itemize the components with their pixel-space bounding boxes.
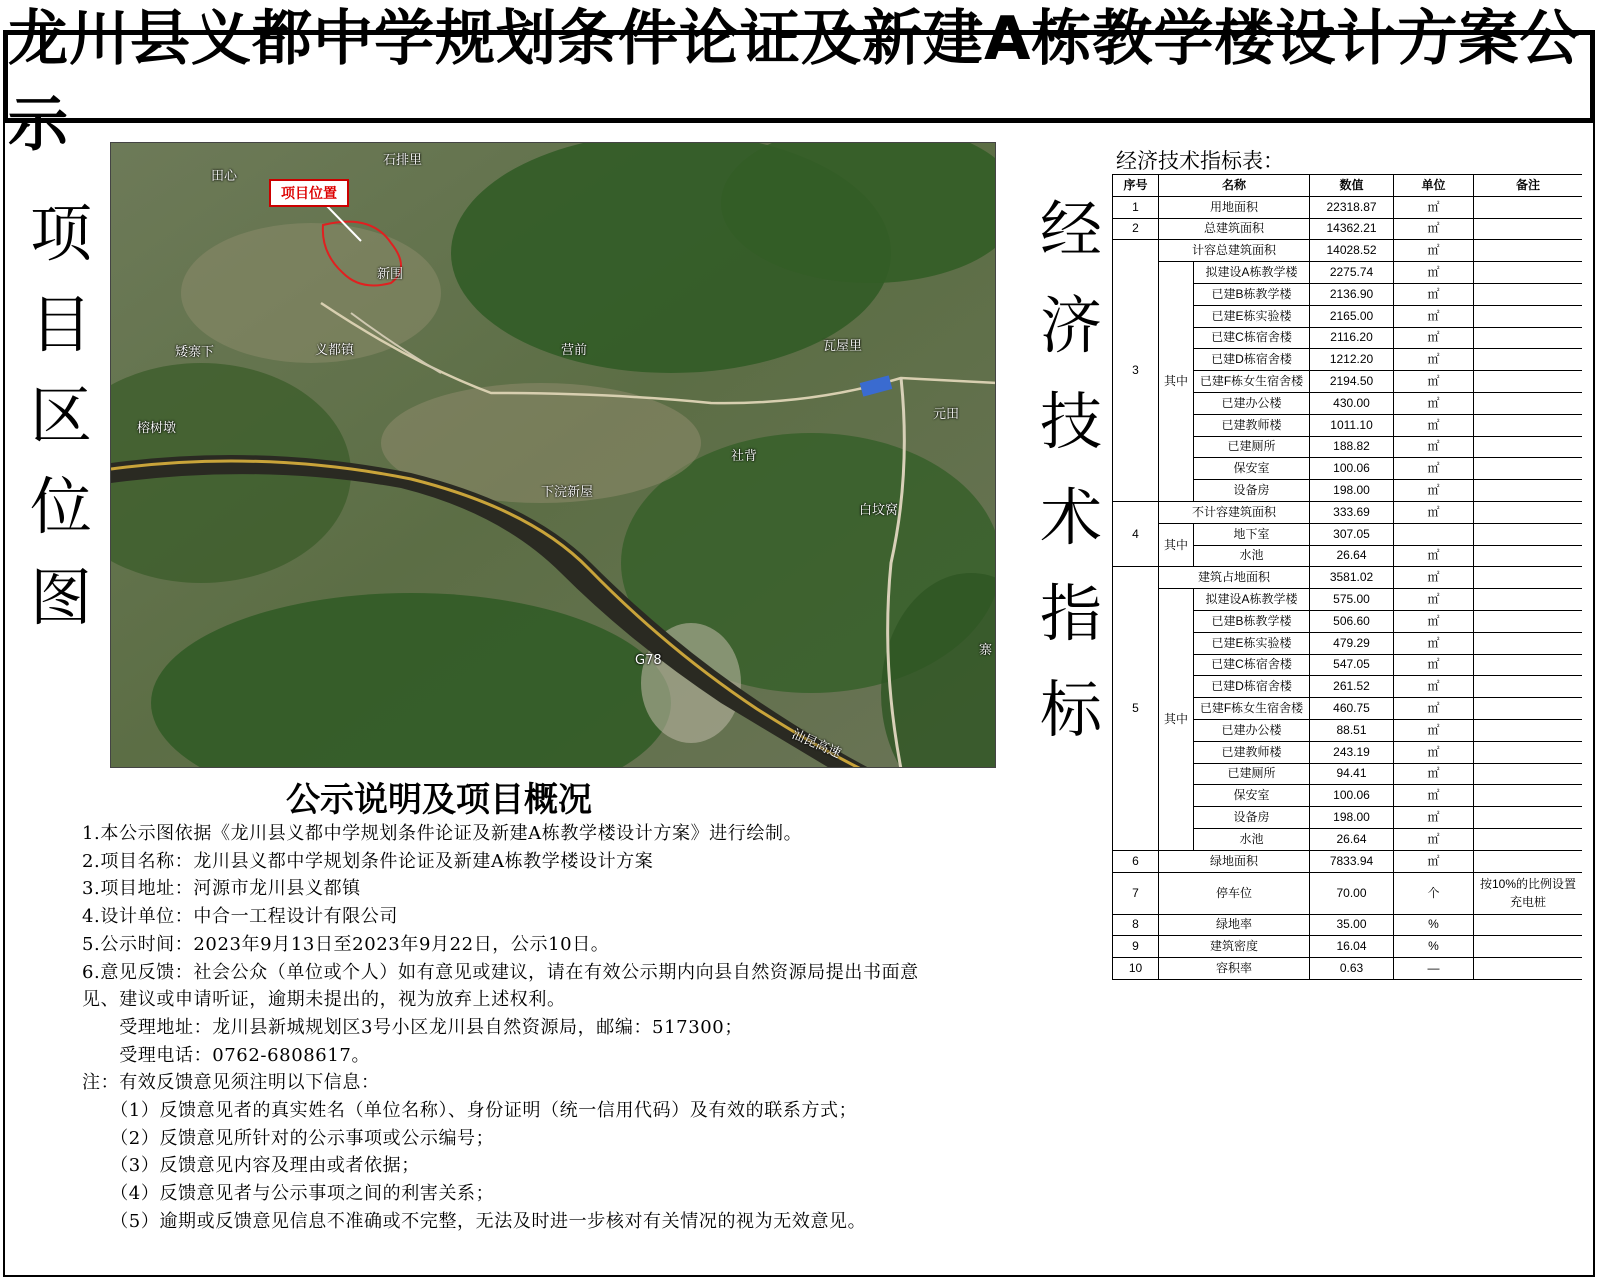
cell-note: [1474, 763, 1582, 785]
cell-unit: ㎡: [1394, 807, 1474, 829]
cell-note: [1474, 545, 1582, 567]
cell-unit: ㎡: [1394, 828, 1474, 850]
cell-sub-label: 其中: [1159, 589, 1194, 851]
cell-unit: ㎡: [1394, 719, 1474, 741]
cell-value: 0.63: [1310, 958, 1394, 980]
cell-value: 460.75: [1310, 698, 1394, 720]
cell-value: 26.64: [1310, 545, 1394, 567]
cell-note: [1474, 719, 1582, 741]
summary-notes: [82, 820, 1082, 1236]
cell-unit: ㎡: [1394, 392, 1474, 414]
cell-no: 7: [1113, 872, 1159, 914]
cell-note: [1474, 240, 1582, 262]
cell-unit: ㎡: [1394, 371, 1474, 393]
cell-unit: ㎡: [1394, 567, 1474, 589]
table-row: [1113, 240, 1583, 262]
cell-value: 3581.02: [1310, 567, 1394, 589]
cell-name: 保安室: [1194, 458, 1310, 480]
cell-name: 已建F栋女生宿舍楼: [1194, 371, 1310, 393]
cell-name: 已建办公楼: [1194, 719, 1310, 741]
note-line: （1）反馈意见者的真实姓名（单位名称）、身份证明（统一信用代码）及有效的联系方式；: [82, 1100, 858, 1122]
cell-note: [1474, 676, 1582, 698]
cell-name: 绿地面积: [1159, 850, 1310, 872]
cell-note: [1474, 958, 1582, 980]
cell-value: 198.00: [1310, 807, 1394, 829]
cell-value: 1212.20: [1310, 349, 1394, 371]
cell-note: [1474, 196, 1582, 218]
page-title: 龙川县义都中学规划条件论证及新建A栋教学楼设计方案公示: [8, 3, 1581, 160]
cell-name: 已建C栋宿舍楼: [1194, 654, 1310, 676]
cell-name: 停车位: [1159, 872, 1310, 914]
cell-value: 2275.74: [1310, 262, 1394, 284]
map-place: 白坟窝: [859, 503, 899, 518]
cell-name: 绿地率: [1159, 914, 1310, 936]
cell-note: [1474, 610, 1582, 632]
cell-unit: ㎡: [1394, 610, 1474, 632]
table-title: 经济技术指标表：: [1116, 149, 1284, 173]
cell-name: 已建E栋实验楼: [1194, 632, 1310, 654]
cell-note: [1474, 567, 1582, 589]
cell-name: 拟建设A栋教学楼: [1194, 262, 1310, 284]
cell-unit: ㎡: [1394, 501, 1474, 523]
map-place: 瓦屋里: [823, 339, 863, 354]
cell-unit: ㎡: [1394, 436, 1474, 458]
cell-value: 243.19: [1310, 741, 1394, 763]
cell-value: 261.52: [1310, 676, 1394, 698]
cell-name: 已建厕所: [1194, 763, 1310, 785]
header-cell: 单位: [1394, 175, 1474, 197]
cell-unit: ㎡: [1394, 305, 1474, 327]
cell-note: [1474, 305, 1582, 327]
cell-note: [1474, 327, 1582, 349]
table-row: [1113, 914, 1583, 936]
note-line: （3）反馈意见内容及理由或者依据；: [82, 1155, 420, 1177]
vchar: 项: [30, 197, 93, 270]
cell-name: 容积率: [1159, 958, 1310, 980]
cell-name: 总建筑面积: [1159, 218, 1310, 240]
cell-name: 地下室: [1194, 523, 1310, 545]
cell-name: 建筑密度: [1159, 936, 1310, 958]
cell-unit: [1394, 523, 1474, 545]
cell-name: 已建D栋宿舍楼: [1194, 676, 1310, 698]
map-place: 矮寨下: [175, 345, 215, 360]
indicator-table: [1112, 174, 1582, 980]
cell-name: 已建B栋教学楼: [1194, 283, 1310, 305]
cell-unit: ㎡: [1394, 741, 1474, 763]
note-line: （4）反馈意见者与公示事项之间的利害关系；: [82, 1183, 495, 1205]
table-row: [1113, 936, 1583, 958]
cell-value: 22318.87: [1310, 196, 1394, 218]
cell-value: 26.64: [1310, 828, 1394, 850]
vchar: 区: [30, 379, 93, 452]
cell-value: 506.60: [1310, 610, 1394, 632]
cell-note: [1474, 501, 1582, 523]
note-line: 4.设计单位：中合一工程设计有限公司: [82, 906, 398, 928]
note-line: （5）逾期或反馈意见信息不准确或不完整，无法及时进一步核对有关情况的视为无效意见。: [82, 1210, 867, 1232]
cell-no: 3: [1113, 240, 1159, 502]
cell-value: 94.41: [1310, 763, 1394, 785]
satellite-map: [110, 142, 996, 768]
cell-note: [1474, 349, 1582, 371]
map-place: 石排里: [383, 153, 423, 168]
vchar: 技: [1040, 385, 1103, 458]
header-cell: 备注: [1474, 175, 1582, 197]
cell-note: [1474, 283, 1582, 305]
header-cell: 名称: [1159, 175, 1310, 197]
cell-sub-label: 其中: [1159, 262, 1194, 502]
cell-unit: ㎡: [1394, 480, 1474, 502]
cell-unit: ㎡: [1394, 654, 1474, 676]
cell-note: [1474, 632, 1582, 654]
map-place: 元田: [933, 407, 960, 422]
header-cell: 数值: [1310, 175, 1394, 197]
location-map-label: [30, 188, 92, 643]
map-place: 汕昆高速: [789, 726, 844, 762]
cell-name: 已建D栋宿舍楼: [1194, 349, 1310, 371]
cell-unit: ㎡: [1394, 589, 1474, 611]
vchar: 济: [1040, 289, 1103, 362]
map-place: 社背: [731, 449, 758, 464]
cell-note: [1474, 589, 1582, 611]
cell-value: 2194.50: [1310, 371, 1394, 393]
note-line: （2）反馈意见所针对的公示事项或公示编号；: [82, 1127, 495, 1149]
table-row: [1113, 262, 1583, 284]
cell-note: [1474, 436, 1582, 458]
cell-value: 479.29: [1310, 632, 1394, 654]
cell-unit: 个: [1394, 872, 1474, 914]
cell-name: 已建教师楼: [1194, 414, 1310, 436]
cell-value: 16.04: [1310, 936, 1394, 958]
cell-note: [1474, 392, 1582, 414]
title-banner: [3, 3, 1595, 160]
cell-note: [1474, 741, 1582, 763]
cell-name: 保安室: [1194, 785, 1310, 807]
cell-note: 按10%的比例设置充电桩: [1474, 872, 1582, 914]
map-place: 榕树墩: [137, 421, 177, 436]
cell-unit: ㎡: [1394, 240, 1474, 262]
cell-value: 575.00: [1310, 589, 1394, 611]
map-place: 义都镇: [315, 343, 355, 358]
cell-no: 10: [1113, 958, 1159, 980]
table-row: [1113, 850, 1583, 872]
cell-unit: ㎡: [1394, 763, 1474, 785]
cell-value: 70.00: [1310, 872, 1394, 914]
note-line: 5.公示时间：2023年9月13日至2023年9月22日，公示10日。: [82, 933, 610, 955]
cell-no: 9: [1113, 936, 1159, 958]
cell-note: [1474, 523, 1582, 545]
vchar: 经: [1040, 193, 1103, 266]
vchar: 图: [30, 561, 93, 634]
cell-unit: ㎡: [1394, 327, 1474, 349]
cell-value: 35.00: [1310, 914, 1394, 936]
cell-note: [1474, 698, 1582, 720]
cell-name: 已建厕所: [1194, 436, 1310, 458]
map-place: 下浣新屋: [541, 485, 594, 500]
note-line: 1.本公示图依据《龙川县义都中学规划条件论证及新建A栋教学楼设计方案》进行绘制。: [82, 823, 803, 844]
cell-unit: ㎡: [1394, 545, 1474, 567]
cell-note: [1474, 218, 1582, 240]
map-place: 田心: [211, 169, 238, 184]
cell-note: [1474, 914, 1582, 936]
cell-unit: ㎡: [1394, 262, 1474, 284]
vchar: 指: [1040, 577, 1103, 650]
cell-no: 4: [1113, 501, 1159, 566]
vchar: 目: [30, 288, 93, 361]
cell-unit: ㎡: [1394, 414, 1474, 436]
cell-name: 已建E栋实验楼: [1194, 305, 1310, 327]
cell-no: 8: [1113, 914, 1159, 936]
cell-note: [1474, 828, 1582, 850]
table-row: [1113, 589, 1583, 611]
table-row: [1113, 872, 1583, 914]
cell-unit: ㎡: [1394, 785, 1474, 807]
table-row: [1113, 218, 1583, 240]
cell-note: [1474, 785, 1582, 807]
cell-unit: ㎡: [1394, 349, 1474, 371]
cell-value: 333.69: [1310, 501, 1394, 523]
note-line: 见、建议或申请听证，逾期未提出的，视为放弃上述权利。: [82, 989, 566, 1011]
cell-value: 547.05: [1310, 654, 1394, 676]
vchar: 位: [30, 470, 93, 543]
note-line: 3.项目地址：河源市龙川县义都镇: [82, 878, 361, 900]
table-row: [1113, 196, 1583, 218]
cell-name: 已建办公楼: [1194, 392, 1310, 414]
cell-value: 2136.90: [1310, 283, 1394, 305]
cell-value: 2165.00: [1310, 305, 1394, 327]
cell-value: 307.05: [1310, 523, 1394, 545]
cell-name: 设备房: [1194, 480, 1310, 502]
table-row: [1113, 523, 1583, 545]
cell-note: [1474, 262, 1582, 284]
cell-value: 1011.10: [1310, 414, 1394, 436]
cell-note: [1474, 807, 1582, 829]
cell-name: 拟建设A栋教学楼: [1194, 589, 1310, 611]
table-row: [1113, 958, 1583, 980]
cell-value: 14362.21: [1310, 218, 1394, 240]
note-line: 受理电话：0762-6808617。: [82, 1044, 371, 1066]
cell-value: 88.51: [1310, 719, 1394, 741]
cell-name: 建筑占地面积: [1159, 567, 1310, 589]
cell-unit: ㎡: [1394, 850, 1474, 872]
cell-no: 5: [1113, 567, 1159, 850]
cell-value: 100.06: [1310, 458, 1394, 480]
cell-name: 计容总建筑面积: [1159, 240, 1310, 262]
cell-unit: ㎡: [1394, 632, 1474, 654]
cell-name: 用地面积: [1159, 196, 1310, 218]
cell-note: [1474, 480, 1582, 502]
cell-unit: ㎡: [1394, 218, 1474, 240]
project-location-callout: 项目位置: [269, 179, 349, 207]
note-line: 2.项目名称：龙川县义都中学规划条件论证及新建A栋教学楼设计方案: [82, 850, 654, 872]
cell-value: 7833.94: [1310, 850, 1394, 872]
cell-name: 不计容建筑面积: [1159, 501, 1310, 523]
note-line: 注：有效反馈意见须注明以下信息：: [82, 1072, 380, 1094]
cell-value: 198.00: [1310, 480, 1394, 502]
cell-unit: —: [1394, 958, 1474, 980]
summary-title: 公示说明及项目概况: [286, 780, 592, 820]
cell-note: [1474, 654, 1582, 676]
cell-name: 水池: [1194, 828, 1310, 850]
cell-no: 1: [1113, 196, 1159, 218]
map-graphic: [111, 143, 996, 768]
cell-value: 14028.52: [1310, 240, 1394, 262]
cell-note: [1474, 414, 1582, 436]
cell-name: 已建教师楼: [1194, 741, 1310, 763]
cell-sub-label: 其中: [1159, 523, 1194, 567]
cell-note: [1474, 371, 1582, 393]
table-row: [1113, 501, 1583, 523]
cell-unit: ㎡: [1394, 196, 1474, 218]
cell-note: [1474, 850, 1582, 872]
cell-name: 已建F栋女生宿舍楼: [1194, 698, 1310, 720]
map-place: 营前: [561, 343, 588, 358]
cell-name: 水池: [1194, 545, 1310, 567]
cell-unit: ㎡: [1394, 698, 1474, 720]
table-header-row: [1113, 175, 1583, 197]
cell-name: 设备房: [1194, 807, 1310, 829]
cell-no: 2: [1113, 218, 1159, 240]
cell-note: [1474, 936, 1582, 958]
cell-value: 100.06: [1310, 785, 1394, 807]
vchar: 术: [1040, 481, 1103, 554]
table-row: [1113, 567, 1583, 589]
cell-name: 已建C栋宿舍楼: [1194, 327, 1310, 349]
note-line: 受理地址：龙川县新城规划区3号小区龙川县自然资源局，邮编：517300；: [82, 1016, 743, 1038]
cell-value: 2116.20: [1310, 327, 1394, 349]
cell-unit: ㎡: [1394, 676, 1474, 698]
map-place: 寨: [979, 643, 993, 658]
indicator-table-panel: [1112, 148, 1582, 980]
cell-unit: %: [1394, 914, 1474, 936]
cell-unit: ㎡: [1394, 458, 1474, 480]
vchar: 标: [1040, 673, 1103, 746]
map-place: 新围: [377, 267, 404, 282]
cell-name: 已建B栋教学楼: [1194, 610, 1310, 632]
indicators-label: [1040, 182, 1102, 758]
map-place: G78: [635, 653, 662, 668]
cell-unit: %: [1394, 936, 1474, 958]
cell-value: 188.82: [1310, 436, 1394, 458]
note-line: 6.意见反馈：社会公众（单位或个人）如有意见或建议，请在有效公示期内向县自然资源局提出书面意: [82, 961, 919, 983]
cell-unit: ㎡: [1394, 283, 1474, 305]
header-cell: 序号: [1113, 175, 1159, 197]
cell-note: [1474, 458, 1582, 480]
cell-no: 6: [1113, 850, 1159, 872]
cell-value: 430.00: [1310, 392, 1394, 414]
